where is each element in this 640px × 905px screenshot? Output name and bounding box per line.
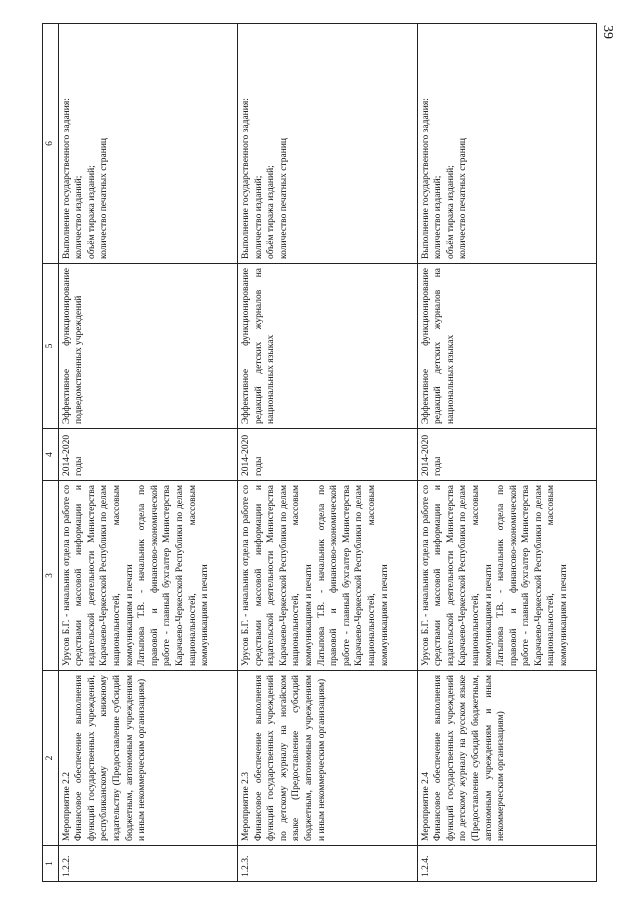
indicator-line: Выполнение государственного задания: <box>241 98 252 259</box>
indicator-line: количество печатных страниц <box>458 138 469 259</box>
result-cell: Эффективное функционирование редакций детских журналов на национальных языках <box>238 264 417 429</box>
indicators-cell <box>417 24 596 264</box>
event-title: Мероприятие 2.3 <box>241 771 252 841</box>
row-number: 1.2.4. <box>417 846 596 882</box>
responsible-cell <box>417 481 596 671</box>
indicator-line: Выполнение государственного задания: <box>61 98 72 259</box>
event-cell <box>58 671 237 846</box>
responsible-2: Латыпова Т.В. - начальник отдела по правовой и финансово-экономической работе - главный бухгалтер Министерства Карачаево-Черкесской Республики по делам национальностей, массовым коммуникациям и печати <box>137 485 211 666</box>
event-text: Финансовое обеспечение выполнения функций государственных учреждений по детскому журналу на ногайском языке (Предоставление субсидий бюджетным, автономным учреждениям и иным некоммерческим организациям) <box>253 675 327 841</box>
indicator-line: объём тиража изданий; <box>445 165 456 259</box>
row-number: 1.2.3. <box>238 846 417 882</box>
event-text: Финансовое обеспечение выполнения функций государственных учреждений, республиканскому книжному издательству (Предоставление субсидий бюджетным, автономным учреждениям и иным некоммерческим организациям) <box>74 675 148 841</box>
indicator-line: количество печатных страниц <box>99 138 110 259</box>
header-col-6: 6 <box>43 24 59 264</box>
program-table <box>42 23 597 882</box>
period-cell: 2014-2020 годы <box>417 429 596 481</box>
table-row <box>58 24 237 882</box>
responsible-2: Латыпова Т.В. - начальник отдела по правовой и финансово-экономической работе - главный бухгалтер Министерства Карачаево-Черкесской Республики по делам национальностей, массовым коммуникациям и печати <box>316 485 390 666</box>
event-cell <box>417 671 596 846</box>
table-row <box>238 24 417 882</box>
responsible-1: Урусов Б.Г. - начальник отдела по работе со средствами массовой информации и издательской деятельности Министерства Карачаево-Черкесской Республики по делам национальностей, массовым коммуникациям и печати <box>420 485 494 666</box>
header-row <box>43 24 59 882</box>
event-title: Мероприятие 2.2 <box>61 771 72 841</box>
row-number: 1.2.2. <box>58 846 237 882</box>
header-col-1: 1 <box>43 846 59 882</box>
indicator-line: Выполнение государственного задания: <box>420 98 431 259</box>
indicators-cell <box>58 24 237 264</box>
event-text: Финансовое обеспечение выполнения функций государственных учреждений по детскому журналу на русском языке (Предоставление субсидий бюджетным, автономным учреждениям и иным некоммерческим организациям) <box>433 675 507 841</box>
responsible-1: Урусов Б.Г. - начальник отдела по работе со средствами массовой информации и издательской деятельности Министерства Карачаево-Черкесской Республики по делам национальностей, массовым коммуникациям и печати <box>61 485 135 666</box>
period-cell: 2014-2020 годы <box>58 429 237 481</box>
indicators-cell <box>238 24 417 264</box>
indicator-line: количество печатных страниц <box>278 138 289 259</box>
header-col-4: 4 <box>43 429 59 481</box>
indicator-line: объём тиража изданий; <box>86 165 97 259</box>
page-number: 39 <box>600 25 615 39</box>
result-cell: Эффективное функционирование подведомственных учреждений <box>58 264 237 429</box>
event-title: Мероприятие 2.4 <box>420 771 431 841</box>
header-col-3: 3 <box>43 481 59 671</box>
responsible-cell <box>58 481 237 671</box>
indicator-line: объём тиража изданий; <box>266 165 277 259</box>
rotated-table-wrapper <box>42 24 597 882</box>
result-cell: Эффективное функционирование редакций детских журналов на национальных языках <box>417 264 596 429</box>
indicator-line: количество изданий; <box>433 175 444 259</box>
header-col-2: 2 <box>43 671 59 846</box>
indicator-line: количество изданий; <box>74 175 85 259</box>
table-row <box>417 24 596 882</box>
responsible-2: Латыпова Т.В. - начальник отдела по правовой и финансово-экономической работе - главный бухгалтер Министерства Карачаево-Черкесской Республики по делам национальностей, массовым коммуникациям и печати <box>496 485 570 666</box>
event-cell <box>238 671 417 846</box>
period-cell: 2014-2020 годы <box>238 429 417 481</box>
header-col-5: 5 <box>43 264 59 429</box>
indicator-line: количество изданий; <box>253 175 264 259</box>
responsible-cell <box>238 481 417 671</box>
responsible-1: Урусов Б.Г. - начальник отдела по работе со средствами массовой информации и издательской деятельности Министерства Карачаево-Черкесской Республики по делам национальностей, массовым коммуникациям и печати <box>241 485 315 666</box>
